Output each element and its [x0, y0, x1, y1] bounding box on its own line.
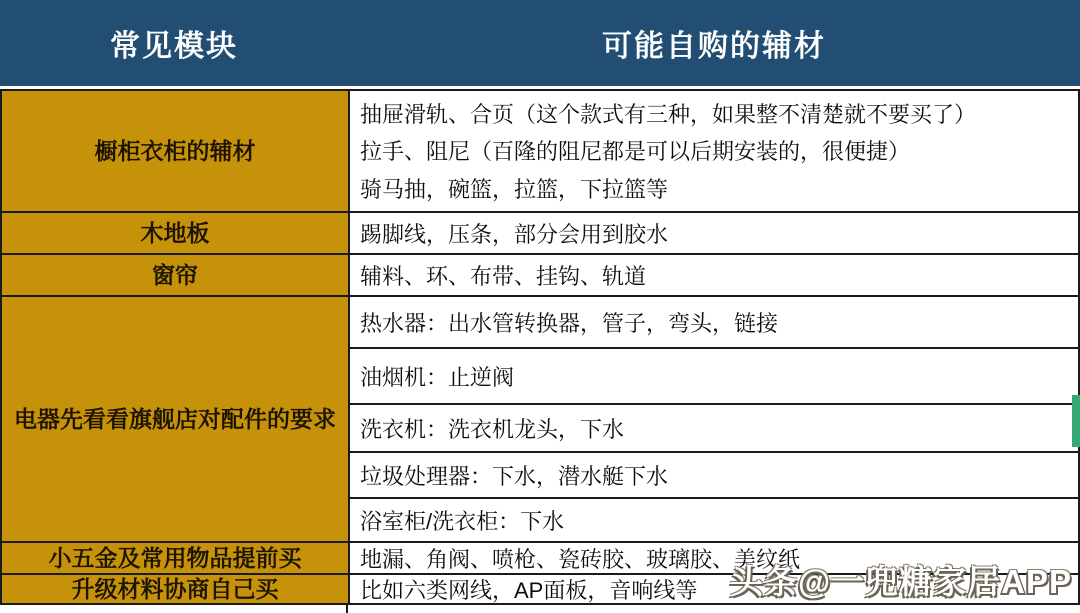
item-line: 拉手、阻尼（百隆的阻尼都是可以后期安装的，很便捷）: [360, 139, 911, 165]
header-cell-common-modules: 常见模块: [110, 30, 238, 63]
module-cell-upgrade-materials: 升级材料协商自己买: [2, 575, 350, 603]
table-header-row: [0, 0, 1080, 86]
green-scroll-handle[interactable]: [1072, 395, 1080, 447]
item-line: 垃圾处理器：下水，潜水艇下水: [360, 463, 669, 489]
subrow-water-heater: [350, 297, 1078, 349]
item-line: 油烟机：止逆阀: [360, 364, 515, 390]
subrow-washing-machine: [350, 405, 1078, 453]
item-line: 抽屉滑轨、合页（这个款式有三种，如果整不清楚就不要买了）: [360, 102, 977, 128]
table-row-group-appliances: [2, 297, 1078, 543]
item-line: 踢脚线，压条，部分会用到胶水: [360, 221, 669, 247]
appliance-subrows: [350, 297, 1078, 541]
header-cell-self-purchase-materials: 可能自购的辅材: [602, 30, 826, 63]
item-line: 洗衣机：洗衣机龙头，下水: [360, 416, 625, 442]
module-cell-appliances: 电器先看看旗舰店对配件的要求: [2, 297, 350, 541]
item-line: 热水器：出水管转换器，管子，弯头，链接: [360, 310, 779, 336]
table-row: [2, 255, 1078, 297]
module-cell-curtain: 窗帘: [2, 255, 350, 295]
table-row: [2, 213, 1078, 255]
materials-table: [0, 89, 1080, 605]
watermark: 头条@一兜糖家居APP: [729, 563, 1072, 600]
subrow-garbage-disposal: [350, 453, 1078, 499]
items-cell-cabinet-wardrobe: [350, 91, 1078, 211]
items-cell-curtain: [350, 255, 1078, 295]
item-line: 浴室柜/洗衣柜：下水: [360, 508, 565, 534]
items-cell-wood-floor: [350, 213, 1078, 253]
subrow-bathroom-cabinet: [350, 499, 1078, 541]
subrow-range-hood: [350, 349, 1078, 405]
table-row: [2, 91, 1078, 213]
item-line: 地漏、角阀、喷枪、瓷砖胶、玻璃胶、美纹纸: [360, 546, 801, 572]
item-line: 比如六类网线，AP面板，音响线等: [360, 577, 698, 603]
item-line: 辅料、环、布带、挂钩、轨道: [360, 263, 647, 289]
module-cell-small-hardware: 小五金及常用物品提前买: [2, 543, 350, 573]
module-cell-cabinet-wardrobe: 橱柜衣柜的辅材: [2, 91, 350, 211]
column-divider-stub: [346, 605, 348, 613]
module-cell-wood-floor: 木地板: [2, 213, 350, 253]
item-line: 骑马抽，碗篮，拉篮，下拉篮等: [360, 176, 669, 202]
